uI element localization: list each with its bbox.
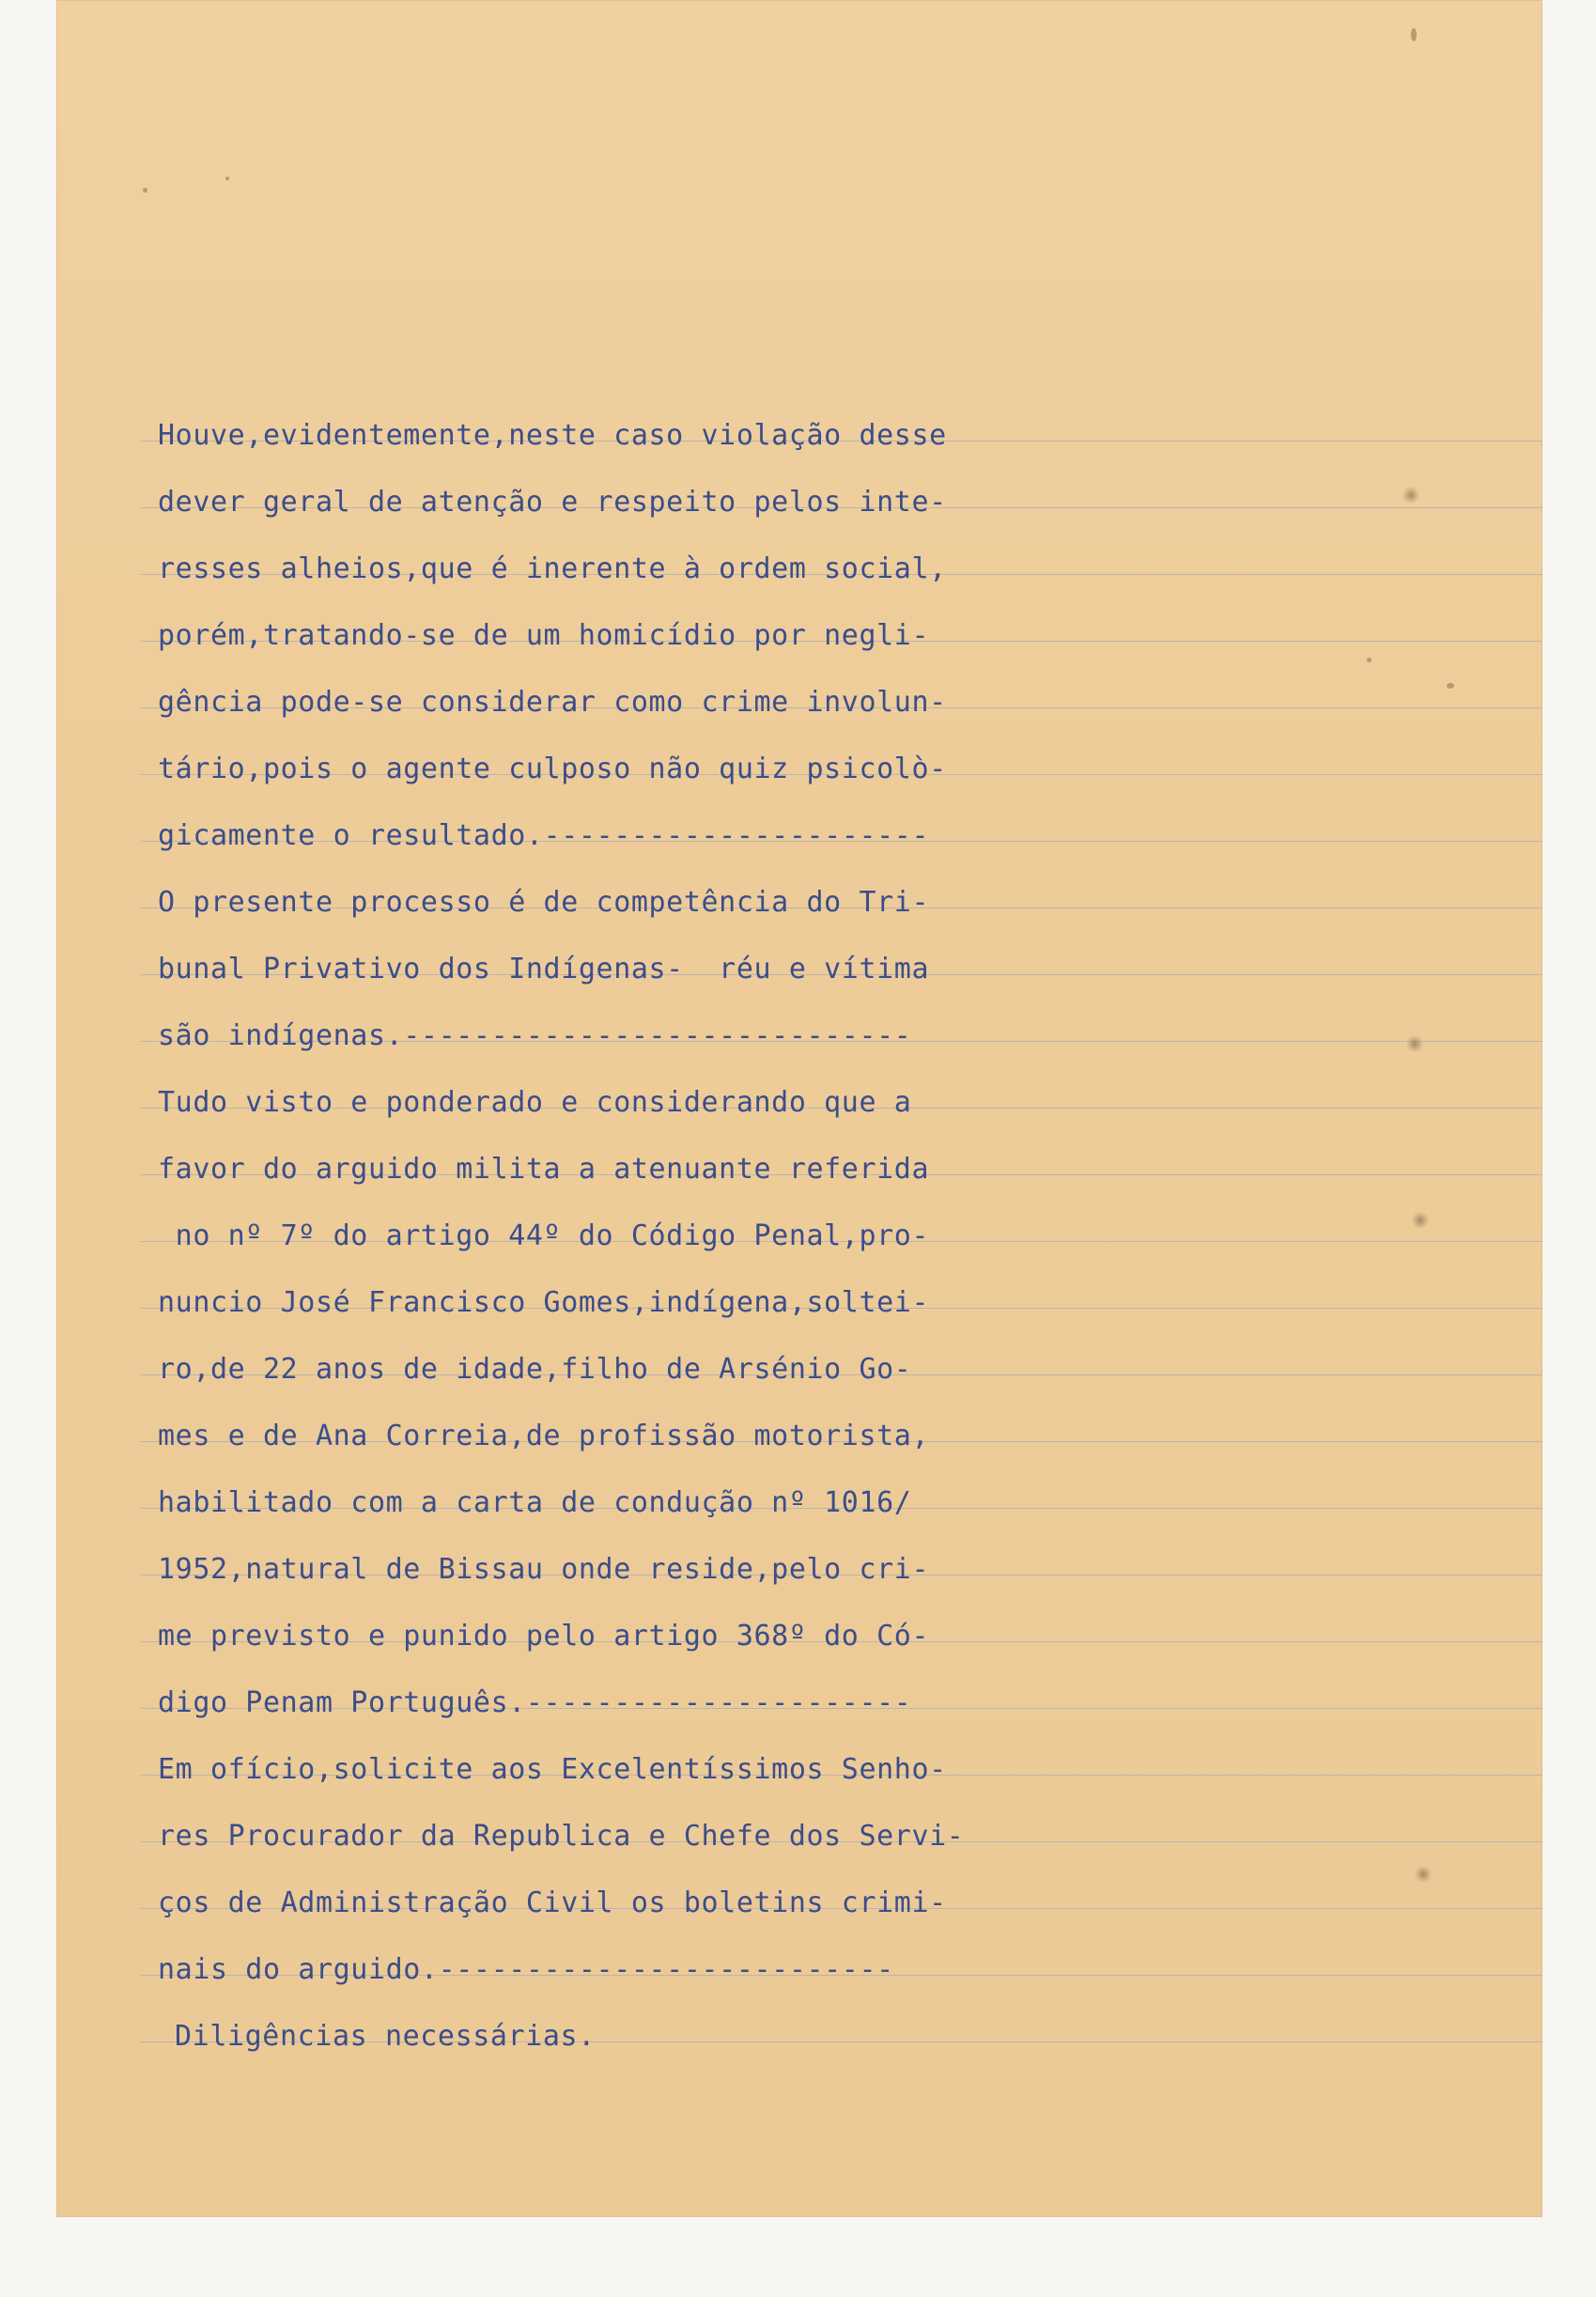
punch-mark	[1406, 1035, 1423, 1052]
text-line: favor do arguido milita a atenuante referida	[158, 1153, 930, 1186]
text-line: ços de Administração Civil os boletins crimi-	[158, 1886, 947, 1919]
text-line: mes e de Ana Correia,de profissão motorista,	[158, 1420, 930, 1452]
text-line: me previsto e punido pelo artigo 368º do Có-	[158, 1620, 930, 1653]
text-line: Tudo visto e ponderado e considerando que a	[158, 1086, 912, 1119]
paper-speck	[143, 188, 147, 193]
text-line: habilitado com a carta de condução nº 1016/	[158, 1486, 912, 1519]
text-line: dever geral de atenção e respeito pelos inte-	[158, 486, 947, 519]
punch-mark	[1415, 1866, 1432, 1883]
text-line: nais do arguido.--------------------------	[158, 1953, 894, 1986]
typed-body	[158, 402, 1041, 2070]
text-line: resses alheios,que é inerente à ordem social,	[158, 552, 947, 585]
punch-mark	[1412, 1212, 1429, 1229]
text-line: porém,tratando-se de um homicídio por negli-	[158, 619, 930, 652]
text-line: Em ofício,solicite aos Excelentíssimos Senho-	[158, 1753, 947, 1786]
text-line: res Procurador da Republica e Chefe dos Servi-	[158, 1820, 965, 1853]
paper-speck	[1411, 28, 1417, 41]
paper-speck	[1367, 658, 1371, 662]
text-line: Houve,evidentemente,neste caso violação desse	[158, 419, 947, 452]
text-line: são indígenas.-----------------------------	[158, 1019, 912, 1052]
text-line: ro,de 22 anos de idade,filho de Arsénio Go-	[158, 1353, 912, 1386]
text-line: no nº 7º do artigo 44º do Código Penal,pro-	[158, 1219, 930, 1252]
text-line: tário,pois o agente culposo não quiz psicolò-	[158, 753, 947, 785]
paper-speck	[225, 177, 229, 180]
text-line: Diligências necessárias.	[175, 2020, 596, 2053]
paper-speck	[1447, 683, 1454, 689]
text-line: gência pode-se considerar como crime involun-	[158, 686, 947, 719]
text-line: 1952,natural de Bissau onde reside,pelo cri-	[158, 1553, 930, 1586]
text-line: nuncio José Francisco Gomes,indígena,soltei-	[158, 1286, 930, 1319]
text-line: digo Penam Português.----------------------	[158, 1686, 912, 1719]
punch-mark	[1402, 487, 1419, 504]
text-line: bunal Privativo dos Indígenas- réu e vítima	[158, 953, 930, 986]
text-line: O presente processo é de competência do Tri-	[158, 886, 930, 919]
text-line: gicamente o resultado.----------------------	[158, 819, 930, 852]
